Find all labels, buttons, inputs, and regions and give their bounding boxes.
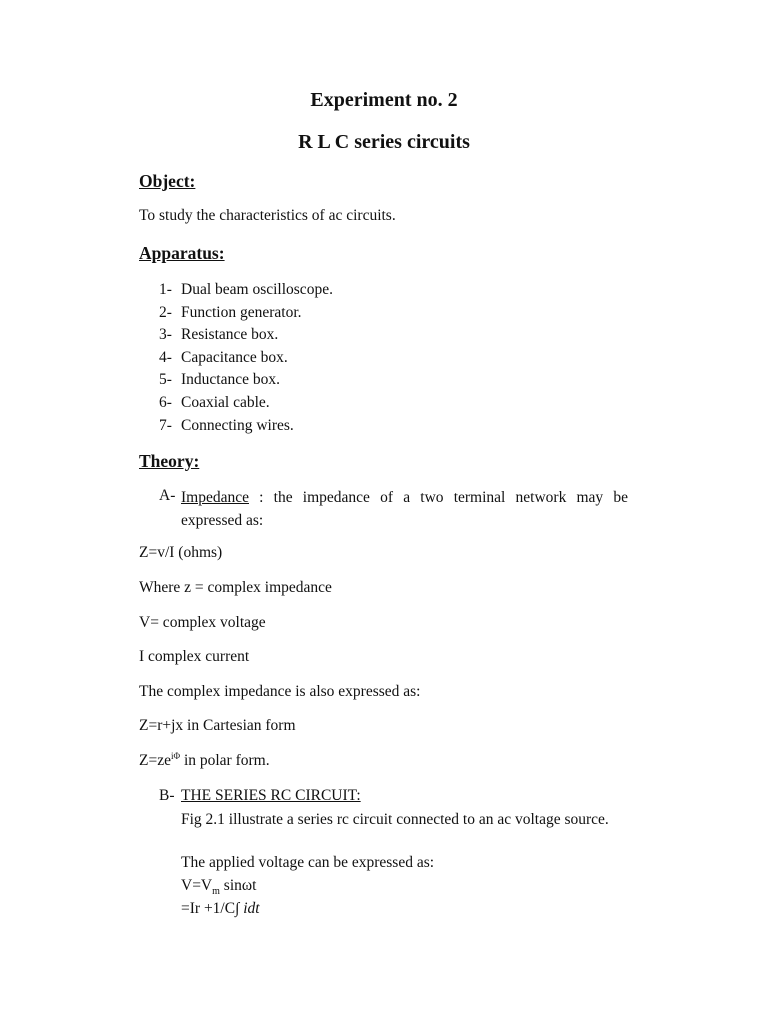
- v-definition: V= complex voltage: [139, 614, 266, 631]
- equation-z: Z=v/I (ohms): [139, 544, 223, 561]
- list-number: 7-: [159, 416, 172, 434]
- series-rc-paragraph: Fig 2.1 illustrate a series rc circuit connected to an ac voltage source.: [181, 811, 609, 828]
- list-item: [159, 415, 333, 438]
- equation-v-rhs: sinωt: [219, 877, 257, 894]
- object-heading: Object:: [139, 171, 196, 191]
- list-item: [159, 369, 333, 392]
- list-item: [159, 347, 333, 370]
- list-number: 3-: [159, 326, 172, 344]
- list-label: Dual beam oscilloscope.: [181, 281, 333, 298]
- list-item: [159, 302, 333, 325]
- polar-lhs: Z=ze: [139, 752, 171, 769]
- document-subtitle: R L C series circuits: [298, 131, 470, 153]
- apparatus-list: [159, 279, 333, 437]
- applied-voltage-text: The applied voltage can be expressed as:: [181, 854, 435, 871]
- theory-heading: Theory:: [139, 451, 200, 471]
- series-rc-heading: THE SERIES RC CIRCUIT:: [181, 787, 361, 804]
- equation-ir: [181, 900, 260, 918]
- equation-v-subscript: m: [212, 886, 220, 898]
- polar-rhs: in polar form.: [180, 752, 270, 769]
- list-label: Connecting wires.: [181, 416, 294, 434]
- where-z-text: Where z = complex impedance: [139, 579, 332, 596]
- impedance-definition: : the impedance of a two terminal network may be expressed as:: [181, 489, 628, 529]
- list-label: Capacitance box.: [181, 348, 288, 366]
- list-label: Inductance box.: [181, 371, 280, 389]
- list-item: [159, 392, 333, 415]
- theory-a-marker: A-: [159, 487, 176, 504]
- equation-ir-integrand: idt: [243, 900, 260, 917]
- also-expressed-text: The complex impedance is also expressed as:: [139, 683, 421, 700]
- list-item: [159, 324, 333, 347]
- equation-v: [181, 877, 257, 898]
- list-number: 5-: [159, 371, 172, 389]
- list-number: 4-: [159, 348, 172, 366]
- polar-form: [139, 752, 270, 770]
- apparatus-heading: Apparatus:: [139, 243, 225, 263]
- equation-v-lhs: V=V: [181, 877, 213, 894]
- document-title: Experiment no. 2: [310, 89, 458, 111]
- list-number: 6-: [159, 393, 172, 411]
- equation-ir-lhs: =Ir +1/C∫: [181, 900, 244, 917]
- list-label: Resistance box.: [181, 326, 279, 344]
- i-definition: I complex current: [139, 648, 250, 665]
- list-item: [159, 279, 333, 302]
- polar-exponent: iΦ: [170, 750, 181, 761]
- list-label: Coaxial cable.: [181, 393, 270, 411]
- theory-b-marker: B-: [159, 787, 175, 804]
- list-number: 2-: [159, 303, 172, 321]
- object-text: To study the characteristics of ac circuits.: [139, 207, 396, 224]
- impedance-paragraph: [181, 487, 628, 532]
- impedance-term: Impedance: [181, 489, 249, 506]
- list-number: 1-: [159, 281, 172, 298]
- list-label: Function generator.: [181, 303, 302, 321]
- cartesian-form: Z=r+jx in Cartesian form: [139, 717, 296, 734]
